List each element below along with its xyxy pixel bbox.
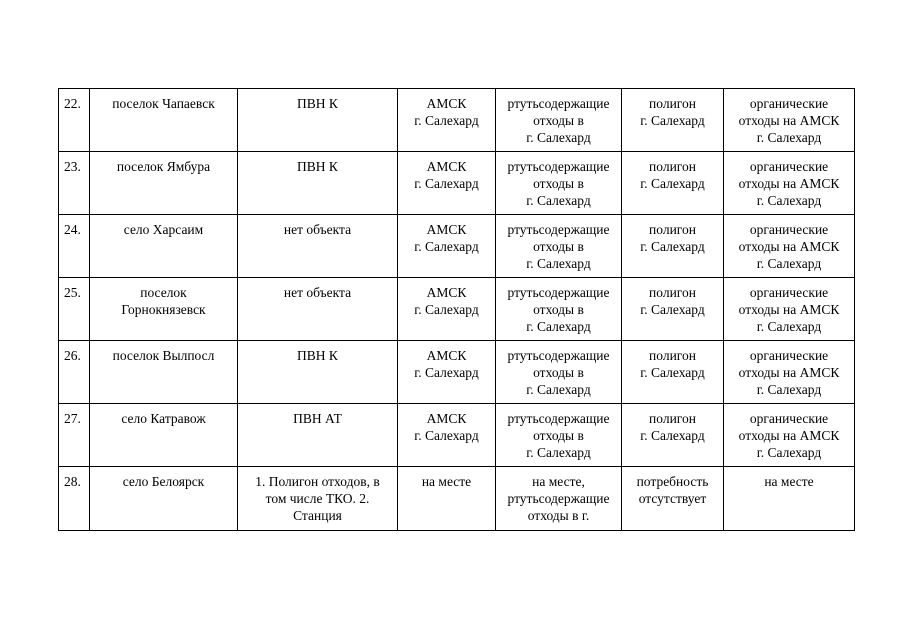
settlement-cell: поселок Ямбура xyxy=(90,152,238,215)
table-cell: полигон г. Салехард xyxy=(622,152,724,215)
row-number: 27. xyxy=(59,404,90,467)
table-cell: полигон г. Салехард xyxy=(622,215,724,278)
table-cell: АМСК г. Салехард xyxy=(398,215,496,278)
object-cell: нет объекта xyxy=(238,215,398,278)
object-cell: ПВН К xyxy=(238,89,398,152)
settlement-cell: поселок Чапаевск xyxy=(90,89,238,152)
table-row xyxy=(59,152,855,215)
table-cell: АМСК г. Салехард xyxy=(398,404,496,467)
waste-table xyxy=(58,88,855,531)
table-cell: органические отходы на АМСК г. Салехард xyxy=(724,278,855,341)
settlement-cell: поселок Горнокнязевск xyxy=(90,278,238,341)
table-cell: АМСК г. Салехард xyxy=(398,152,496,215)
table-cell: ртутьсодержащие отходы в г. Салехард xyxy=(496,152,622,215)
row-number: 24. xyxy=(59,215,90,278)
object-cell: ПВН АТ xyxy=(238,404,398,467)
table-cell: полигон г. Салехард xyxy=(622,404,724,467)
object-cell: ПВН К xyxy=(238,152,398,215)
table-row xyxy=(59,89,855,152)
table-cell: органические отходы на АМСК г. Салехард xyxy=(724,341,855,404)
table-cell: АМСК г. Салехард xyxy=(398,278,496,341)
row-number: 26. xyxy=(59,341,90,404)
table-cell: на месте xyxy=(398,467,496,531)
table-cell: на месте, ртутьсодержащие отходы в г. xyxy=(496,467,622,531)
table-cell: полигон г. Салехард xyxy=(622,341,724,404)
table-row xyxy=(59,341,855,404)
table-cell: органические отходы на АМСК г. Салехард xyxy=(724,404,855,467)
row-number: 25. xyxy=(59,278,90,341)
row-number: 23. xyxy=(59,152,90,215)
table-cell: органические отходы на АМСК г. Салехард xyxy=(724,89,855,152)
table-cell: полигон г. Салехард xyxy=(622,278,724,341)
table-row xyxy=(59,404,855,467)
settlement-cell: село Белоярск xyxy=(90,467,238,531)
table-cell: ртутьсодержащие отходы в г. Салехард xyxy=(496,89,622,152)
table-cell: АМСК г. Салехард xyxy=(398,89,496,152)
table-cell: на месте xyxy=(724,467,855,531)
table-cell: органические отходы на АМСК г. Салехард xyxy=(724,152,855,215)
table-cell: органические отходы на АМСК г. Салехард xyxy=(724,215,855,278)
settlement-cell: поселок Вылпосл xyxy=(90,341,238,404)
settlement-cell: село Катравож xyxy=(90,404,238,467)
object-cell: 1. Полигон отходов, в том числе ТКО. 2. Станция xyxy=(238,467,398,531)
table-cell: ртутьсодержащие отходы в г. Салехард xyxy=(496,404,622,467)
row-number: 28. xyxy=(59,467,90,531)
object-cell: нет объекта xyxy=(238,278,398,341)
table-cell: АМСК г. Салехард xyxy=(398,341,496,404)
row-number: 22. xyxy=(59,89,90,152)
table-cell: полигон г. Салехард xyxy=(622,89,724,152)
table-cell: ртутьсодержащие отходы в г. Салехард xyxy=(496,215,622,278)
object-cell: ПВН К xyxy=(238,341,398,404)
settlement-cell: село Харсаим xyxy=(90,215,238,278)
table-cell: потребность отсутствует xyxy=(622,467,724,531)
table-row xyxy=(59,278,855,341)
table-row xyxy=(59,215,855,278)
table-cell: ртутьсодержащие отходы в г. Салехард xyxy=(496,341,622,404)
table-cell: ртутьсодержащие отходы в г. Салехард xyxy=(496,278,622,341)
table-row xyxy=(59,467,855,531)
